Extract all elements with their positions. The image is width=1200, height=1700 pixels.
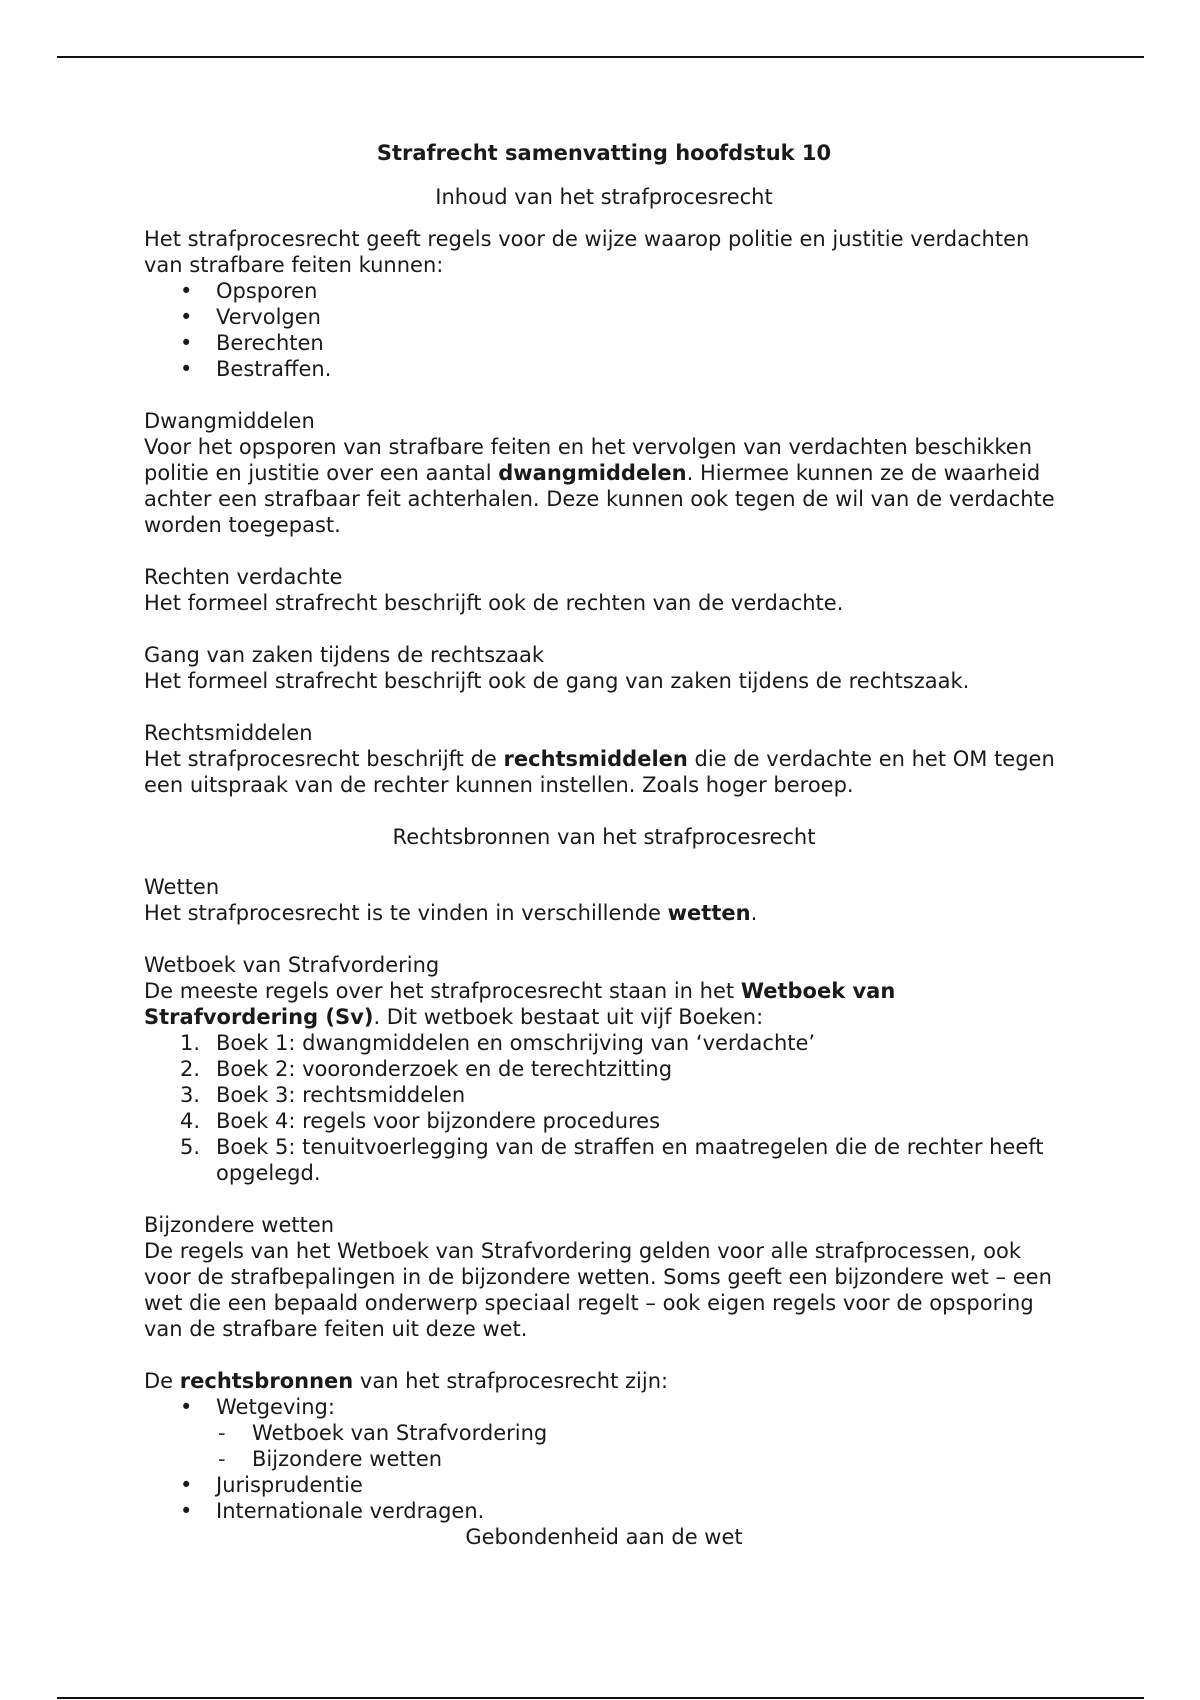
section-heading-inhoud: Inhoud van het strafprocesrecht: [435, 185, 773, 209]
bullet-icon: •: [180, 1499, 193, 1523]
rechtsbronnen-list: [144, 1394, 1064, 1420]
task-list: [144, 278, 1064, 382]
boeken-list: [144, 1030, 1064, 1186]
list-item: - Wetboek van Strafvordering: [218, 1421, 548, 1445]
list-item: 4. Boek 4: regels voor bijzondere procedures: [180, 1109, 661, 1133]
heading-gang-van-zaken: Gang van zaken tijdens de rechtszaak: [144, 643, 544, 667]
list-item: 3. Boek 3: rechtsmiddelen: [180, 1083, 466, 1107]
list-item: • Jurisprudentie: [180, 1473, 363, 1497]
intro-paragraph: Het strafprocesrecht geeft regels voor de wijze waarop politie en justitie verdachten van strafbare feiten kunnen:: [144, 227, 1030, 277]
list-item: • Internationale verdragen.: [180, 1499, 485, 1523]
bullet-icon: •: [180, 357, 193, 381]
heading-wetboek: Wetboek van Strafvordering: [144, 953, 440, 977]
paragraph-dwangmiddelen: Voor het opsporen van strafbare feiten en het vervolgen van verdachten beschikken politie en justitie over een aantal dwangmiddelen. Hiermee kunnen ze de waarheid achter een strafbaar feit achterhalen. Deze kunnen ook tegen de wil van de verdachte worden toegepast.: [144, 435, 1055, 537]
document-title: Strafrecht samenvatting hoofdstuk 10: [376, 141, 832, 165]
top-rule: [57, 56, 1144, 58]
heading-dwangmiddelen: Dwangmiddelen: [144, 409, 315, 433]
bullet-icon: •: [180, 279, 193, 303]
list-item: - Bijzondere wetten: [218, 1447, 443, 1471]
paragraph-rechten-verdachte: Het formeel strafrecht beschrijft ook de rechten van de verdachte.: [144, 591, 844, 615]
list-item: • Berechten: [180, 331, 324, 355]
section-heading-gebondenheid: Gebondenheid aan de wet: [465, 1525, 743, 1549]
list-item: • Bestraffen.: [180, 357, 332, 381]
rechtsbronnen-list-continued: [144, 1472, 1064, 1524]
paragraph-wetboek: De meeste regels over het strafprocesrecht staan in het Wetboek van Strafvordering (Sv). Dit wetboek bestaat uit vijf Boeken:: [144, 979, 896, 1029]
heading-rechtsmiddelen: Rechtsmiddelen: [144, 721, 313, 745]
list-item: • Wetgeving:: [180, 1395, 335, 1419]
bullet-icon: •: [180, 1473, 193, 1497]
section-heading-rechtsbronnen: Rechtsbronnen van het strafprocesrecht: [392, 825, 816, 849]
heading-wetten: Wetten: [144, 875, 220, 899]
paragraph-wetten: Het strafprocesrecht is te vinden in verschillende wetten.: [144, 901, 758, 925]
paragraph-gang-van-zaken: Het formeel strafrecht beschrijft ook de gang van zaken tijdens de rechtszaak.: [144, 669, 970, 693]
document-body: [144, 140, 1064, 1550]
heading-rechten-verdachte: Rechten verdachte: [144, 565, 343, 589]
paragraph-rechtsbronnen: De rechtsbronnen van het strafprocesrecht zijn:: [144, 1369, 669, 1393]
dash-icon: -: [218, 1421, 226, 1445]
list-item: 1. Boek 1: dwangmiddelen en omschrijving van ‘verdachte’: [180, 1031, 816, 1055]
bullet-icon: •: [180, 331, 193, 355]
list-item: • Opsporen: [180, 279, 318, 303]
bullet-icon: •: [180, 305, 193, 329]
list-item: • Vervolgen: [180, 305, 321, 329]
bottom-rule: [57, 1697, 1144, 1699]
paragraph-rechtsmiddelen: Het strafprocesrecht beschrijft de rechtsmiddelen die de verdachte en het OM tegen een uitspraak van de rechter kunnen instellen. Zoals hoger beroep.: [144, 747, 1055, 797]
paragraph-bijzondere-wetten: De regels van het Wetboek van Strafvordering gelden voor alle strafprocessen, ook voor de strafbepalingen in de bijzondere wetten. Soms geeft een bijzondere wet – een wet die een bepaald onderwerp speciaal regelt – ook eigen regels voor de opsporing van de strafbare feiten uit deze wet.: [144, 1239, 1052, 1341]
list-item: 5. Boek 5: tenuitvoerlegging van de straffen en maatregelen die de rechter heeft opgelegd.: [180, 1135, 1044, 1185]
heading-bijzondere-wetten: Bijzondere wetten: [144, 1213, 335, 1237]
wetgeving-sublist: [144, 1420, 1064, 1472]
bullet-icon: •: [180, 1395, 193, 1419]
list-item: 2. Boek 2: vooronderzoek en de terechtzitting: [180, 1057, 673, 1081]
dash-icon: -: [218, 1447, 226, 1471]
